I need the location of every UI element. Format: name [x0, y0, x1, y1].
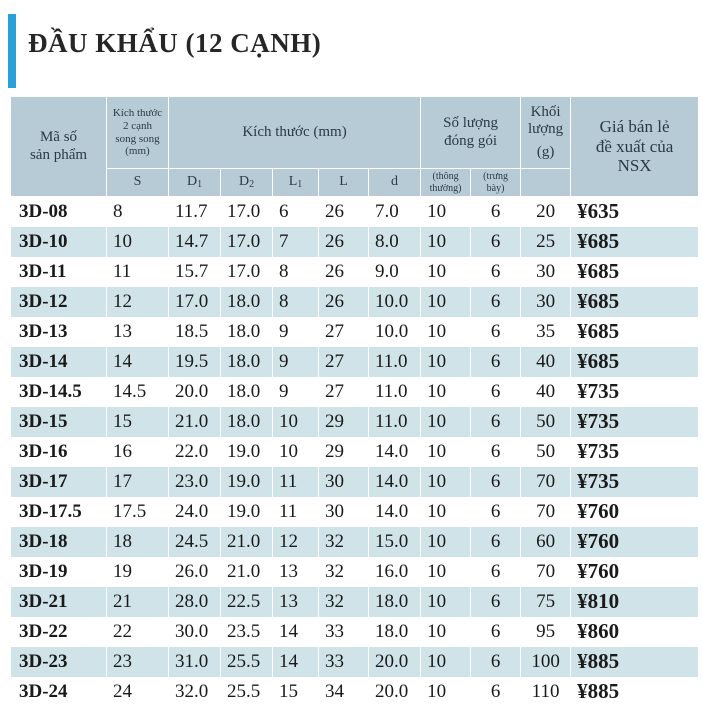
cell-code: 3D-23 [11, 647, 107, 677]
cell-d1: 14.7 [169, 227, 221, 257]
cell-pack-display: 6 [471, 587, 521, 617]
cell-l1: 11 [273, 467, 319, 497]
cell-price: ¥760 [571, 527, 699, 557]
cell-d2: 18.0 [221, 347, 273, 377]
header-weight-blank [521, 169, 571, 197]
cell-s: 11 [107, 257, 169, 287]
cell-pack-display: 6 [471, 557, 521, 587]
cell-d: 11.0 [369, 377, 421, 407]
cell-l: 26 [319, 287, 369, 317]
cell-l: 27 [319, 347, 369, 377]
cell-s: 18 [107, 527, 169, 557]
cell-weight: 75 [521, 587, 571, 617]
header-l1: $L_1$ [273, 169, 319, 197]
cell-weight: 70 [521, 497, 571, 527]
table-row [11, 467, 699, 497]
page-title: ĐẦU KHẨU (12 CẠNH) [28, 28, 322, 58]
cell-l: 30 [319, 497, 369, 527]
cell-s: 22 [107, 617, 169, 647]
cell-code: 3D-24 [11, 677, 107, 707]
cell-l1: 8 [273, 257, 319, 287]
cell-s: 24 [107, 677, 169, 707]
cell-d: 8.0 [369, 227, 421, 257]
cell-d1: 24.5 [169, 527, 221, 557]
cell-weight: 60 [521, 527, 571, 557]
cell-pack-display: 6 [471, 617, 521, 647]
cell-d: 20.0 [369, 677, 421, 707]
cell-pack-display: 6 [471, 227, 521, 257]
cell-price: ¥860 [571, 617, 699, 647]
cell-weight: 50 [521, 407, 571, 437]
cell-weight: 40 [521, 377, 571, 407]
cell-pack-normal: 10 [421, 317, 471, 347]
cell-pack-normal: 10 [421, 287, 471, 317]
cell-code: 3D-08 [11, 197, 107, 227]
cell-l: 27 [319, 317, 369, 347]
cell-price: ¥735 [571, 407, 699, 437]
cell-weight: 110 [521, 677, 571, 707]
cell-d: 15.0 [369, 527, 421, 557]
cell-d: 10.0 [369, 317, 421, 347]
cell-pack-normal: 10 [421, 197, 471, 227]
cell-price: ¥885 [571, 677, 699, 707]
cell-s: 8 [107, 197, 169, 227]
cell-code: 3D-15 [11, 407, 107, 437]
cell-d: 20.0 [369, 647, 421, 677]
header-price: Giá bán lẻ đề xuất của NSX [571, 97, 699, 197]
cell-pack-normal: 10 [421, 527, 471, 557]
cell-pack-normal: 10 [421, 467, 471, 497]
cell-l1: 10 [273, 437, 319, 467]
cell-d: 18.0 [369, 617, 421, 647]
cell-d1: 15.7 [169, 257, 221, 287]
cell-price: ¥735 [571, 377, 699, 407]
header-l: L [319, 169, 369, 197]
cell-d2: 19.0 [221, 497, 273, 527]
cell-price: ¥810 [571, 587, 699, 617]
cell-weight: 30 [521, 287, 571, 317]
table-row [11, 347, 699, 377]
cell-d2: 17.0 [221, 227, 273, 257]
cell-l1: 10 [273, 407, 319, 437]
cell-l1: 9 [273, 377, 319, 407]
cell-d1: 32.0 [169, 677, 221, 707]
table-row [11, 437, 699, 467]
cell-weight: 40 [521, 347, 571, 377]
cell-d2: 23.5 [221, 617, 273, 647]
cell-pack-normal: 10 [421, 347, 471, 377]
cell-pack-display: 6 [471, 497, 521, 527]
cell-pack-normal: 10 [421, 257, 471, 287]
cell-s: 16 [107, 437, 169, 467]
table-row [11, 587, 699, 617]
cell-pack-display: 6 [471, 347, 521, 377]
cell-d: 9.0 [369, 257, 421, 287]
cell-price: ¥685 [571, 317, 699, 347]
cell-d1: 26.0 [169, 557, 221, 587]
header-product-code: Mã số sản phẩm [11, 97, 107, 197]
header-pack-display: (trưng bày) [471, 169, 521, 197]
cell-d: 14.0 [369, 497, 421, 527]
cell-d2: 17.0 [221, 257, 273, 287]
header-weight [521, 97, 571, 169]
cell-weight: 30 [521, 257, 571, 287]
header-weight-unit: (g) [536, 144, 555, 161]
header-packing: Số lượng đóng gói [421, 97, 521, 169]
cell-price: ¥735 [571, 437, 699, 467]
table-row [11, 227, 699, 257]
cell-code: 3D-16 [11, 437, 107, 467]
cell-d2: 19.0 [221, 437, 273, 467]
table-row [11, 647, 699, 677]
cell-l: 32 [319, 587, 369, 617]
header-d2: $D_2$ [221, 169, 273, 197]
table-row [11, 617, 699, 647]
cell-pack-normal: 10 [421, 377, 471, 407]
cell-l: 26 [319, 257, 369, 287]
table-row [11, 407, 699, 437]
cell-pack-display: 6 [471, 257, 521, 287]
cell-pack-display: 6 [471, 377, 521, 407]
table-row [11, 197, 699, 227]
cell-d1: 24.0 [169, 497, 221, 527]
cell-l1: 13 [273, 587, 319, 617]
cell-pack-display: 6 [471, 197, 521, 227]
cell-l: 32 [319, 557, 369, 587]
cell-l1: 8 [273, 287, 319, 317]
header-pack-normal: (thông thường) [421, 169, 471, 197]
cell-l1: 12 [273, 527, 319, 557]
cell-d1: 18.5 [169, 317, 221, 347]
cell-pack-normal: 10 [421, 677, 471, 707]
cell-l1: 14 [273, 617, 319, 647]
cell-d: 16.0 [369, 557, 421, 587]
header-weight-label: Khối lượng [527, 103, 564, 137]
cell-price: ¥685 [571, 227, 699, 257]
cell-l: 29 [319, 407, 369, 437]
cell-code: 3D-22 [11, 617, 107, 647]
cell-pack-normal: 10 [421, 647, 471, 677]
table-row [11, 317, 699, 347]
cell-code: 3D-12 [11, 287, 107, 317]
cell-l1: 9 [273, 347, 319, 377]
cell-s: 19 [107, 557, 169, 587]
cell-price: ¥635 [571, 197, 699, 227]
cell-d2: 25.5 [221, 647, 273, 677]
cell-l: 30 [319, 467, 369, 497]
cell-s: 21 [107, 587, 169, 617]
cell-d2: 18.0 [221, 287, 273, 317]
cell-l1: 9 [273, 317, 319, 347]
cell-pack-display: 6 [471, 317, 521, 347]
cell-code: 3D-14.5 [11, 377, 107, 407]
cell-code: 3D-13 [11, 317, 107, 347]
cell-d2: 18.0 [221, 407, 273, 437]
cell-weight: 25 [521, 227, 571, 257]
table-row [11, 377, 699, 407]
cell-l: 33 [319, 647, 369, 677]
cell-pack-normal: 10 [421, 407, 471, 437]
cell-price: ¥885 [571, 647, 699, 677]
cell-price: ¥760 [571, 557, 699, 587]
cell-code: 3D-11 [11, 257, 107, 287]
cell-d1: 30.0 [169, 617, 221, 647]
cell-price: ¥685 [571, 257, 699, 287]
cell-d2: 21.0 [221, 527, 273, 557]
cell-code: 3D-17 [11, 467, 107, 497]
cell-l: 29 [319, 437, 369, 467]
table-row [11, 557, 699, 587]
cell-l: 26 [319, 227, 369, 257]
cell-d1: 28.0 [169, 587, 221, 617]
cell-d: 10.0 [369, 287, 421, 317]
spec-table [10, 96, 699, 707]
table-body [11, 197, 699, 707]
table-row [11, 677, 699, 707]
cell-weight: 35 [521, 317, 571, 347]
cell-weight: 50 [521, 437, 571, 467]
cell-l1: 14 [273, 647, 319, 677]
cell-s: 10 [107, 227, 169, 257]
cell-code: 3D-10 [11, 227, 107, 257]
cell-s: 14.5 [107, 377, 169, 407]
cell-d: 11.0 [369, 407, 421, 437]
cell-pack-display: 6 [471, 467, 521, 497]
cell-pack-normal: 10 [421, 227, 471, 257]
cell-d: 18.0 [369, 587, 421, 617]
cell-s: 13 [107, 317, 169, 347]
cell-s: 12 [107, 287, 169, 317]
cell-d2: 19.0 [221, 467, 273, 497]
cell-weight: 70 [521, 557, 571, 587]
header-dimensions: Kích thước (mm) [169, 97, 421, 169]
cell-d1: 11.7 [169, 197, 221, 227]
cell-pack-display: 6 [471, 407, 521, 437]
cell-l1: 15 [273, 677, 319, 707]
cell-l1: 6 [273, 197, 319, 227]
title-accent-stripe [8, 14, 16, 88]
cell-l: 26 [319, 197, 369, 227]
cell-d1: 17.0 [169, 287, 221, 317]
cell-d2: 21.0 [221, 557, 273, 587]
cell-d1: 19.5 [169, 347, 221, 377]
cell-code: 3D-14 [11, 347, 107, 377]
table-row [11, 497, 699, 527]
cell-d2: 18.0 [221, 317, 273, 347]
header-d1: $D_1$ [169, 169, 221, 197]
cell-l: 34 [319, 677, 369, 707]
header-d: d [369, 169, 421, 197]
cell-d1: 22.0 [169, 437, 221, 467]
cell-code: 3D-19 [11, 557, 107, 587]
cell-l: 27 [319, 377, 369, 407]
cell-s: 15 [107, 407, 169, 437]
cell-s: 23 [107, 647, 169, 677]
cell-l: 33 [319, 617, 369, 647]
cell-l1: 13 [273, 557, 319, 587]
cell-s: 17.5 [107, 497, 169, 527]
cell-pack-normal: 10 [421, 617, 471, 647]
cell-d2: 22.5 [221, 587, 273, 617]
cell-d: 7.0 [369, 197, 421, 227]
cell-pack-display: 6 [471, 647, 521, 677]
cell-weight: 95 [521, 617, 571, 647]
cell-s: 17 [107, 467, 169, 497]
cell-d1: 20.0 [169, 377, 221, 407]
cell-code: 3D-18 [11, 527, 107, 557]
cell-l: 32 [319, 527, 369, 557]
cell-weight: 20 [521, 197, 571, 227]
table-row [11, 257, 699, 287]
cell-d1: 31.0 [169, 647, 221, 677]
cell-price: ¥685 [571, 287, 699, 317]
cell-d2: 25.5 [221, 677, 273, 707]
title-bar [0, 0, 703, 92]
cell-s: 14 [107, 347, 169, 377]
cell-d1: 23.0 [169, 467, 221, 497]
cell-pack-display: 6 [471, 677, 521, 707]
cell-d: 14.0 [369, 467, 421, 497]
cell-d: 11.0 [369, 347, 421, 377]
cell-pack-display: 6 [471, 437, 521, 467]
cell-code: 3D-17.5 [11, 497, 107, 527]
cell-weight: 100 [521, 647, 571, 677]
cell-pack-normal: 10 [421, 497, 471, 527]
cell-d2: 18.0 [221, 377, 273, 407]
table-row [11, 287, 699, 317]
cell-pack-normal: 10 [421, 437, 471, 467]
cell-l1: 7 [273, 227, 319, 257]
cell-d2: 17.0 [221, 197, 273, 227]
cell-price: ¥760 [571, 497, 699, 527]
table-row [11, 527, 699, 557]
header-s: S [107, 169, 169, 197]
cell-pack-display: 6 [471, 527, 521, 557]
cell-code: 3D-21 [11, 587, 107, 617]
header-parallel-size: Kích thước 2 cạnh song song (mm) [107, 97, 169, 169]
cell-pack-normal: 10 [421, 557, 471, 587]
cell-d1: 21.0 [169, 407, 221, 437]
cell-price: ¥685 [571, 347, 699, 377]
cell-l1: 11 [273, 497, 319, 527]
cell-d: 14.0 [369, 437, 421, 467]
cell-weight: 70 [521, 467, 571, 497]
cell-pack-display: 6 [471, 287, 521, 317]
cell-pack-normal: 10 [421, 587, 471, 617]
cell-price: ¥735 [571, 467, 699, 497]
